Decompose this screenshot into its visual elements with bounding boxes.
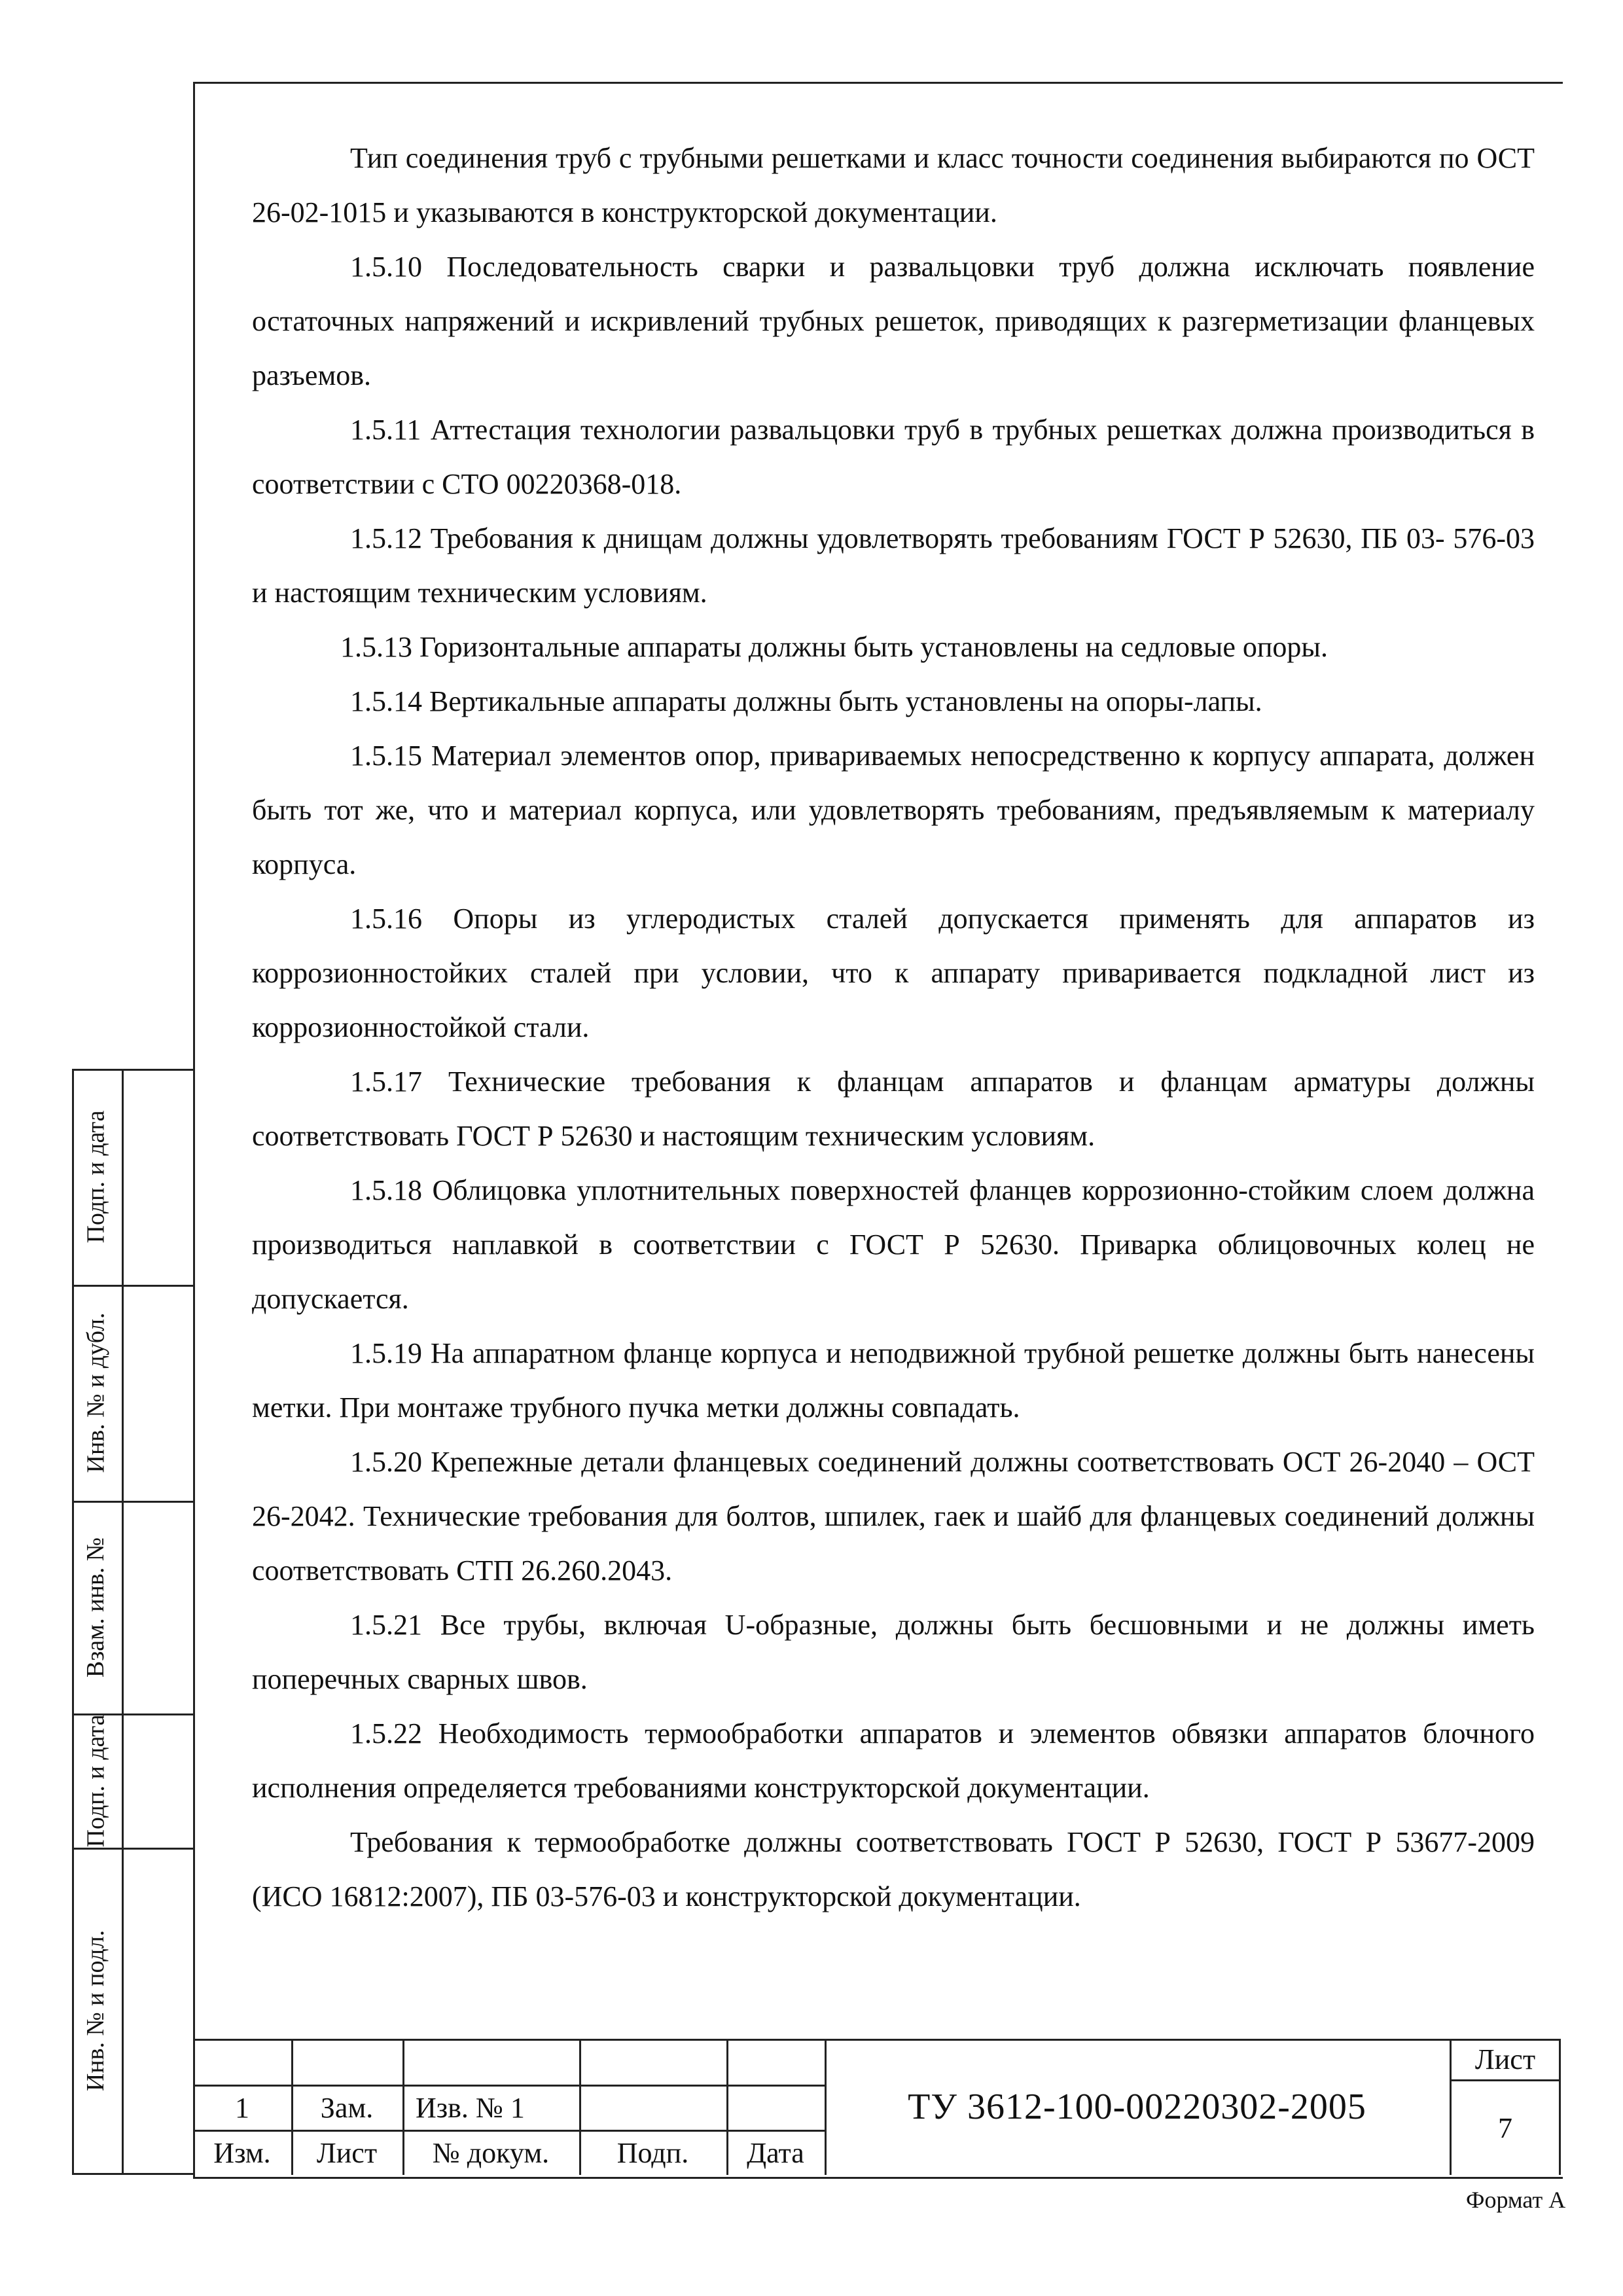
- paragraph: 1.5.20 Крепежные детали фланцевых соединений должны соответствовать ОСТ 26-2040 – ОСТ 26-2042. Технические требования для болтов, шпилек, гаек и шайб для фланцевых соединений должны соответствовать СТП 26.260.2043.: [252, 1446, 1535, 1587]
- paragraph: 1.5.16 Опоры из углеродистых сталей допускается применять для аппаратов из коррозионностойких сталей при условии, что к аппарату приваривается подкладной лист из коррозионностойкой стали.: [252, 903, 1535, 1043]
- body-text: [252, 131, 1535, 1924]
- format-label: Формат А: [1466, 2187, 1566, 2213]
- side-stamp-cell: [72, 1848, 120, 2173]
- paragraph: 1.5.12 Требования к днищам должны удовлетворять требованиям ГОСТ Р 52630, ПБ 03- 576-03 и настоящим техническим условиям.: [252, 522, 1535, 609]
- side-label-inv-dup: Инв. № и дубл.: [82, 1312, 110, 1473]
- paragraph: 1.5.19 На аппаратном фланце корпуса и неподвижной трубной решетке должны быть нанесены метки. При монтаже трубного пучка метки должны совпадать.: [252, 1337, 1535, 1424]
- side-stamp-divider: [72, 2173, 193, 2175]
- paragraph: 1.5.10 Последовательность сварки и развальцовки труб должна исключать появление остаточных напряжений и искривлений трубных решеток, приводящих к разгерметизации фланцевых разъемов.: [252, 251, 1535, 391]
- paragraph: Требования к термообработке должны соответствовать ГОСТ Р 52630, ГОСТ Р 53677-2009 (ИСО 16812:2007), ПБ 03-576-03 и конструкторской документации.: [252, 1826, 1535, 1912]
- sheet-label: Лист: [1474, 2043, 1536, 2075]
- paragraph: 1.5.22 Необходимость термообработки аппаратов и элементов обвязки аппаратов блочного исполнения определяется требованиями конструкторской документации.: [252, 1717, 1535, 1804]
- paragraph: 1.5.17 Технические требования к фланцам аппаратов и фланцам арматуры должны соответствовать ГОСТ Р 52630 и настоящим техническим условиям.: [252, 1066, 1535, 1152]
- side-stamp-cell: [72, 1713, 120, 1848]
- header-izm: Изм.: [213, 2137, 271, 2169]
- paragraph: 1.5.13 Горизонтальные аппараты должны быть установлены на седловые опоры.: [340, 631, 1328, 663]
- paragraph: Тип соединения труб с трубными решетками и класс точности соединения выбираются по ОСТ 26-02-1015 и указываются в конструкторской документации.: [252, 142, 1535, 228]
- header-signature: Подп.: [616, 2137, 689, 2169]
- side-stamp: [72, 1069, 193, 2175]
- side-label-replace-inv: Взам. инв. №: [82, 1537, 110, 1677]
- sheet-number: 7: [1498, 2111, 1512, 2144]
- side-stamp-cell: [72, 1069, 120, 1285]
- paragraph: 1.5.21 Все трубы, включая U-образные, должны быть бесшовными и не должны иметь поперечных сварных швов.: [252, 1609, 1535, 1695]
- side-label-inv-original: Инв. № и подл.: [82, 1929, 110, 2091]
- document-number: ТУ 3612-100-00220302-2005: [908, 2087, 1366, 2127]
- change-document: Изв. № 1: [416, 2092, 525, 2124]
- paragraph: 1.5.18 Облицовка уплотнительных поверхностей фланцев коррозионно-стойким слоем должна производиться наплавкой в соответствии с ГОСТ Р 52630. Приварка облицовочных колец не допускается.: [252, 1174, 1535, 1315]
- paragraph: 1.5.15 Материал элементов опор, привариваемых непосредственно к корпусу аппарата, должен быть тот же, что и материал корпуса, или удовлетворять требованиям, предъявляемым к материалу корпуса.: [252, 740, 1535, 880]
- change-sheet: Зам.: [320, 2092, 374, 2124]
- change-number: 1: [235, 2092, 249, 2124]
- side-label-signature-date: Подп. и дата: [82, 1110, 110, 1244]
- paragraph: 1.5.14 Вертикальные аппараты должны быть установлены на опоры-лапы.: [350, 685, 1262, 717]
- side-stamp-cell: [72, 1501, 120, 1713]
- paragraph: 1.5.11 Аттестация технологии развальцовки труб в трубных решетках должна производиться в соответствии с СТО 00220368-018.: [252, 414, 1535, 500]
- side-stamp-cell: [72, 1285, 120, 1501]
- header-doc-number: № докум.: [432, 2137, 550, 2169]
- side-label-signature-date-2: Подп. и дата: [82, 1713, 110, 1848]
- title-block: [193, 2039, 1561, 2175]
- header-date: Дата: [747, 2137, 804, 2169]
- header-list: Лист: [316, 2137, 378, 2169]
